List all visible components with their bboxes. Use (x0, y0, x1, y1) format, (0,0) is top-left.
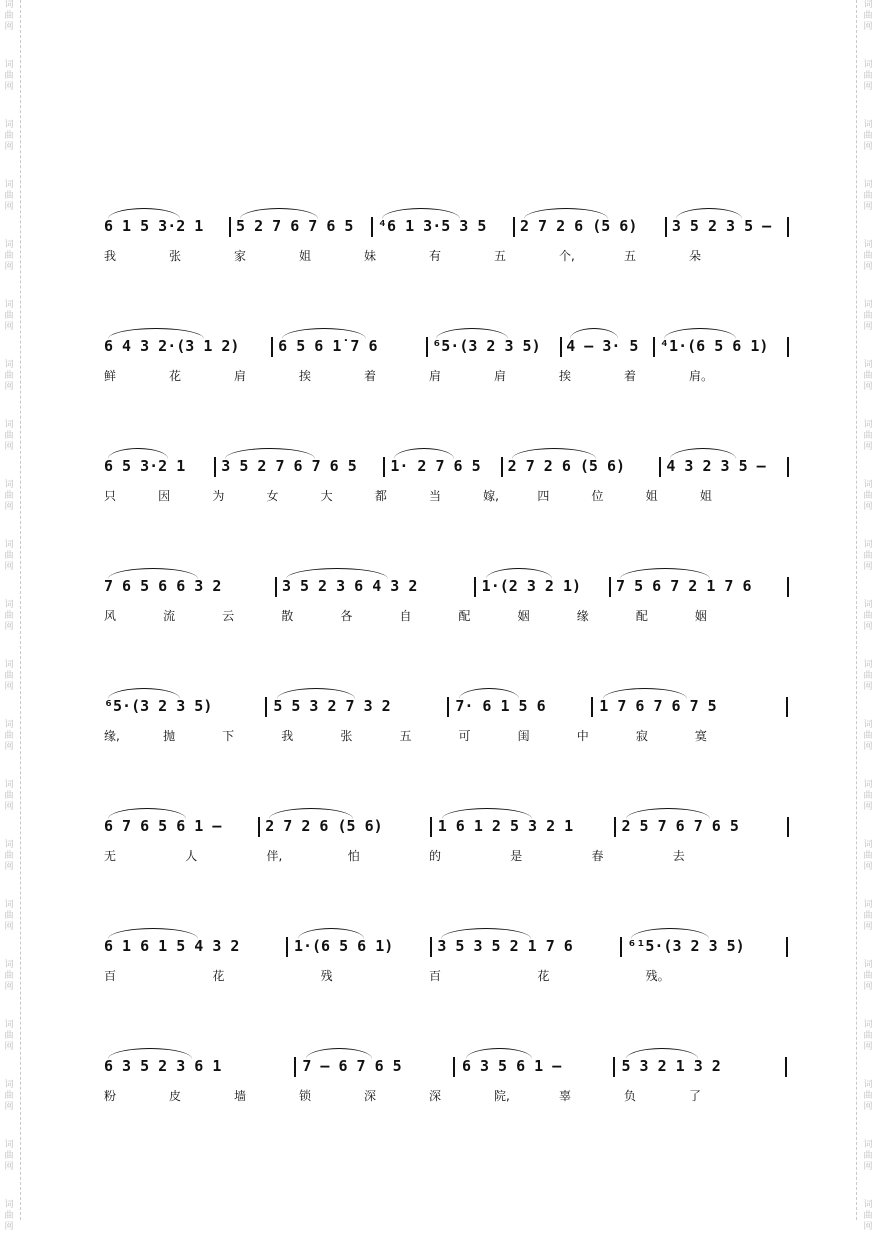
score-line-7 (104, 936, 794, 1006)
bar-line (659, 457, 661, 477)
score-line-5 (104, 696, 794, 766)
slur-mark (240, 208, 318, 219)
watermark-text: 词 曲 网 (863, 480, 873, 512)
bar-line (265, 697, 267, 717)
note-group: 6 7 6 5 6 1 — (104, 817, 222, 835)
watermark-text: 词 曲 网 (863, 60, 873, 92)
bar-line (786, 697, 788, 717)
watermark-text: 词 曲 网 (4, 840, 14, 872)
slur-mark (108, 1048, 192, 1059)
slur-mark (631, 928, 709, 939)
slur-mark (441, 928, 531, 939)
note-group: ⁶¹5·(3 2 3 5) (627, 937, 745, 955)
note-group: 6 4 3 2·(3 1 2) (104, 337, 240, 355)
watermark-text: 词 曲 网 (4, 1080, 14, 1112)
watermark-text: 词 曲 网 (4, 1140, 14, 1172)
note-group: 7 5 6 7 2 1 7 6 (616, 577, 752, 595)
notation-row (104, 1056, 794, 1078)
lyric-char: 深 (429, 1089, 442, 1103)
lyric-char: 当 (429, 489, 442, 503)
slur-mark (108, 208, 180, 219)
watermark-text: 词 曲 网 (4, 600, 14, 632)
bar-line (453, 1057, 455, 1077)
lyric-char: 肩。 (689, 369, 714, 383)
note-group: 3 5 2 7 6 7 6 5 (221, 457, 357, 475)
watermark-text: 词 曲 网 (4, 300, 14, 332)
watermark-text: 词 曲 网 (863, 780, 873, 812)
lyric-char: 寂 (635, 729, 648, 743)
note-group: 5 3 2 1 3 2 (621, 1057, 721, 1075)
slur-mark (108, 568, 198, 579)
watermark-text: 词 曲 网 (863, 720, 873, 752)
lyric-char: 花 (212, 969, 225, 983)
watermark-text: 词 曲 网 (4, 60, 14, 92)
lyric-char: 肩 (234, 369, 247, 383)
watermark-text: 词 曲 网 (863, 420, 873, 452)
slur-mark (108, 328, 204, 339)
note-group: 1· 2 7 6 5 (390, 457, 481, 475)
slur-mark (603, 688, 687, 699)
lyric-char: 着 (364, 369, 377, 383)
slur-mark (459, 688, 519, 699)
lyric-char: 挨 (299, 369, 312, 383)
slur-mark (108, 448, 168, 459)
bar-line (474, 577, 476, 597)
lyric-char: 院, (494, 1089, 510, 1103)
watermark-text: 词 曲 网 (4, 240, 14, 272)
watermark-text: 词 曲 网 (863, 300, 873, 332)
watermark-text: 词 曲 网 (4, 660, 14, 692)
score-line-4 (104, 576, 794, 646)
slur-mark (442, 808, 532, 819)
watermark-text: 词 曲 网 (4, 0, 14, 32)
slur-mark (108, 928, 198, 939)
watermark-text: 词 曲 网 (863, 360, 873, 392)
bar-line (501, 457, 503, 477)
bar-line (620, 937, 622, 957)
note-group: 2 5 7 6 7 6 5 (621, 817, 739, 835)
note-group: 1 7 6 7 6 7 5 (599, 697, 717, 715)
notation-row (104, 696, 794, 718)
lyric-char: 五 (624, 249, 637, 263)
watermark-text: 词 曲 网 (863, 1020, 873, 1052)
note-group: 6 3 5 2 3 6 1 (104, 1057, 222, 1075)
note-group: 2 7 2 6 (5 6) (507, 457, 626, 475)
bar-line (286, 937, 288, 957)
bar-line (614, 817, 616, 837)
slur-mark (486, 568, 552, 579)
watermark-text: 词 曲 网 (863, 0, 873, 32)
lyric-char: 妹 (364, 249, 377, 263)
lyric-char: 云 (222, 609, 235, 623)
bar-line (258, 817, 260, 837)
note-group: 2 7 2 6 (5 6) (519, 217, 638, 235)
watermark-text: 词 曲 网 (4, 1020, 14, 1052)
lyric-char: 百 (429, 969, 442, 983)
watermark-text: 词 曲 网 (4, 360, 14, 392)
bar-line (787, 457, 789, 477)
bar-line (447, 697, 449, 717)
slur-mark (570, 328, 618, 339)
lyric-char: 皮 (169, 1089, 182, 1103)
bar-line (653, 337, 655, 357)
left-margin-line (20, 0, 21, 1220)
watermark-text: 词 曲 网 (863, 960, 873, 992)
notation-row (104, 576, 794, 598)
lyric-char: 大 (320, 489, 333, 503)
slur-mark (382, 208, 460, 219)
note-group: 4 3 2 3 5 — (666, 457, 766, 475)
lyrics-row (104, 488, 794, 508)
watermark-text: 词 曲 网 (4, 1200, 14, 1232)
lyric-char: 姻 (694, 609, 707, 623)
slur-mark (298, 928, 364, 939)
note-group: 6 5 6 1̇ 7 6 (278, 337, 378, 355)
lyric-char: 四 (537, 489, 550, 503)
lyric-char: 粉 (104, 1089, 117, 1103)
lyric-char: 嫁, (483, 489, 499, 503)
lyric-char: 着 (624, 369, 637, 383)
watermark-text: 词 曲 网 (863, 1140, 873, 1172)
score-line-6 (104, 816, 794, 886)
lyric-char: 百 (104, 969, 117, 983)
watermark-text: 词 曲 网 (4, 180, 14, 212)
note-group: ⁴6 1 3·5 3 5 (378, 217, 487, 235)
lyric-char: 辜 (559, 1089, 572, 1103)
note-group: ⁶5·(3 2 3 5) (432, 337, 541, 355)
lyric-char: 为 (212, 489, 225, 503)
lyric-char: 花 (537, 969, 550, 983)
score-line-3 (104, 456, 794, 526)
watermark-text: 词 曲 网 (863, 540, 873, 572)
watermark-text: 词 曲 网 (863, 600, 873, 632)
bar-line (665, 217, 667, 237)
watermark-text: 词 曲 网 (863, 180, 873, 212)
slur-mark (524, 208, 608, 219)
slur-mark (512, 448, 596, 459)
slur-mark (269, 808, 353, 819)
lyric-char: 女 (266, 489, 279, 503)
slur-mark (277, 688, 355, 699)
lyric-char: 家 (234, 249, 247, 263)
lyric-char: 下 (222, 729, 235, 743)
watermark-text: 词 曲 网 (4, 540, 14, 572)
notation-row (104, 336, 794, 358)
note-group: 6 5 3·2 1 (104, 457, 186, 475)
lyric-char: 残 (320, 969, 333, 983)
note-group: 2 7 2 6 (5 6) (265, 817, 383, 835)
lyric-char: 散 (281, 609, 294, 623)
bar-line (294, 1057, 296, 1077)
lyric-char: 挨 (559, 369, 572, 383)
notation-row (104, 936, 794, 958)
lyric-char: 肩 (494, 369, 507, 383)
note-group: 5 2 7 6 7 6 5 (236, 217, 354, 235)
bar-line (383, 457, 385, 477)
lyric-char: 去 (672, 849, 685, 863)
note-group: 3 5 3 5 2 1 7 6 (437, 937, 573, 955)
score-line-1 (104, 216, 794, 286)
lyric-char: 各 (340, 609, 353, 623)
slur-mark (225, 448, 315, 459)
notation-row (104, 216, 794, 238)
lyric-char: 个, (559, 249, 575, 263)
lyrics-row (104, 248, 794, 268)
slur-mark (436, 328, 508, 339)
slur-mark (466, 1048, 532, 1059)
note-group: 6 1 6 1 5 4 3 2 (104, 937, 240, 955)
watermark-text: 词 曲 网 (863, 120, 873, 152)
bar-line (371, 217, 373, 237)
slur-mark (620, 568, 710, 579)
note-group: ⁴1·(6 5 6 1) (660, 337, 769, 355)
lyric-char: 张 (169, 249, 182, 263)
note-group: 1 6 1 2 5 3 2 1 (437, 817, 574, 835)
lyric-char: 我 (104, 249, 117, 263)
lyric-char: 朵 (689, 249, 702, 263)
bar-line (229, 217, 231, 237)
lyric-char: 姻 (517, 609, 530, 623)
lyric-char: 花 (169, 369, 182, 383)
watermark-text: 词 曲 网 (4, 900, 14, 932)
bar-line (426, 337, 428, 357)
lyric-char: 自 (399, 609, 412, 623)
watermark-text: 词 曲 网 (863, 1080, 873, 1112)
lyric-char: 春 (591, 849, 604, 863)
lyrics-row (104, 608, 794, 628)
bar-line (560, 337, 562, 357)
slur-mark (626, 808, 710, 819)
bar-line (513, 217, 515, 237)
bar-line (787, 217, 789, 237)
lyric-char: 姐 (299, 249, 312, 263)
note-group: 6 1 5 3·2 1 (104, 217, 204, 235)
bar-line (271, 337, 273, 357)
watermark-text: 词 曲 网 (863, 1200, 873, 1232)
slur-mark (286, 568, 388, 579)
lyric-char: 我 (281, 729, 294, 743)
lyrics-row (104, 968, 794, 988)
lyric-char: 的 (429, 849, 442, 863)
bar-line (430, 817, 432, 837)
note-group: 5 5 3 2 7 3 2 (273, 697, 391, 715)
lyric-char: 闺 (517, 729, 530, 743)
watermark-text: 词 曲 网 (863, 840, 873, 872)
note-group: 3 5 2 3 5 — (671, 217, 772, 235)
right-margin-line (856, 0, 857, 1220)
lyric-char: 可 (458, 729, 471, 743)
note-group: 1·(6 5 6 1) (293, 937, 394, 955)
lyric-char: 五 (494, 249, 507, 263)
lyric-char: 流 (163, 609, 176, 623)
bar-line (275, 577, 277, 597)
slur-mark (282, 328, 366, 339)
note-group: 7 — 6 7 6 5 (302, 1057, 402, 1075)
bar-line (787, 817, 789, 837)
slur-mark (108, 688, 180, 699)
bar-line (787, 337, 789, 357)
bar-line (786, 937, 788, 957)
lyric-char: 位 (591, 489, 604, 503)
watermark-text: 词 曲 网 (863, 240, 873, 272)
lyric-char: 缘 (576, 609, 589, 623)
slur-mark (670, 448, 736, 459)
lyric-char: 风 (104, 609, 117, 623)
note-group: 3 5 2 3 6 4 3 2 (281, 577, 418, 595)
score-line-8 (104, 1056, 794, 1126)
lyric-char: 张 (340, 729, 353, 743)
lyric-char: 有 (429, 249, 442, 263)
note-group: 7 6 5 6 6 3 2 (104, 577, 222, 595)
bar-line (214, 457, 216, 477)
lyric-char: 五 (399, 729, 412, 743)
slur-mark (108, 808, 186, 819)
lyric-char: 伴, (266, 849, 283, 863)
note-group: ⁶5·(3 2 3 5) (104, 697, 213, 715)
lyric-char: 负 (624, 1089, 637, 1103)
lyric-char: 因 (158, 489, 171, 503)
lyric-char: 怕 (347, 849, 360, 863)
score-line-2 (104, 336, 794, 406)
watermark-text: 词 曲 网 (4, 780, 14, 812)
watermark-text: 词 曲 网 (4, 720, 14, 752)
slur-mark (676, 208, 742, 219)
lyric-char: 了 (689, 1089, 702, 1103)
watermark-text: 词 曲 网 (4, 120, 14, 152)
bar-line (613, 1057, 615, 1077)
lyric-char: 都 (374, 489, 387, 503)
lyric-char: 中 (576, 729, 589, 743)
lyric-char: 配 (458, 609, 471, 623)
bar-line (591, 697, 593, 717)
slur-mark (664, 328, 736, 339)
notation-row (104, 816, 794, 838)
lyrics-row (104, 1088, 794, 1108)
lyric-char: 抛 (163, 729, 176, 743)
lyric-char: 人 (185, 849, 198, 863)
lyric-char: 鲜 (104, 369, 117, 383)
bar-line (787, 577, 789, 597)
note-group: 4 — 3· 5 (566, 337, 639, 355)
note-group: 7· 6 1 5 6 (455, 697, 546, 715)
slur-mark (626, 1048, 698, 1059)
lyrics-row (104, 728, 794, 748)
lyric-char: 寞 (694, 729, 707, 743)
lyric-char: 墙 (234, 1089, 247, 1103)
bar-line (430, 937, 432, 957)
lyric-char: 锁 (299, 1089, 312, 1103)
note-group: 6 3 5 6 1 — (461, 1057, 562, 1075)
slur-mark (306, 1048, 372, 1059)
bar-line (609, 577, 611, 597)
lyrics-row (104, 368, 794, 388)
lyric-char: 无 (104, 849, 117, 863)
lyric-char: 姐 (645, 489, 658, 503)
watermark-text: 词 曲 网 (4, 420, 14, 452)
lyric-char: 残。 (645, 969, 670, 983)
lyric-char: 深 (364, 1089, 377, 1103)
lyric-char: 是 (510, 849, 523, 863)
watermark-text: 词 曲 网 (4, 480, 14, 512)
notation-row (104, 456, 794, 478)
lyric-char: 肩 (429, 369, 442, 383)
lyrics-row (104, 848, 794, 868)
watermark-text: 词 曲 网 (863, 660, 873, 692)
note-group: 1·(2 3 2 1) (481, 577, 582, 595)
lyric-char: 配 (635, 609, 648, 623)
lyric-char: 姐 (699, 489, 712, 503)
lyric-char: 缘, (104, 729, 120, 743)
slur-mark (394, 448, 454, 459)
bar-line (785, 1057, 787, 1077)
watermark-text: 词 曲 网 (4, 960, 14, 992)
watermark-text: 词 曲 网 (863, 900, 873, 932)
lyric-char: 只 (104, 489, 117, 503)
